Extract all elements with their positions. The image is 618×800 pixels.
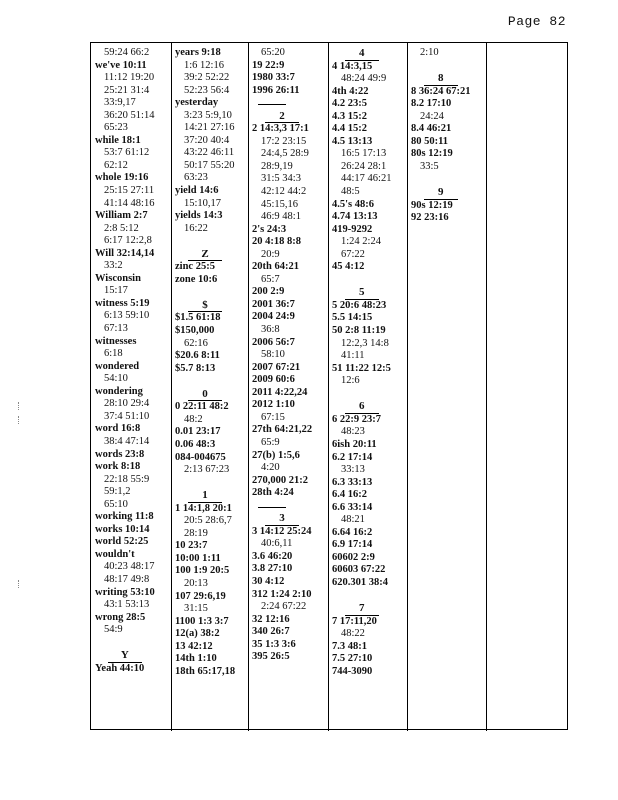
index-entry: words 23:8 <box>95 448 145 460</box>
index-entry: 14th 1:10 <box>175 653 217 665</box>
index-entry-continuation: 37:20 40:4 <box>184 134 230 146</box>
column-divider <box>407 43 408 731</box>
index-entry: 35 1:3 3:6 <box>252 638 296 650</box>
index-entry: 6.9 17:14 <box>332 539 373 551</box>
section-letter: 4 <box>345 47 379 61</box>
index-entry: 10:00 1:11 <box>175 552 221 564</box>
index-entry-continuation: 44:17 46:21 <box>341 173 392 185</box>
margin-mark <box>18 402 20 410</box>
index-entry-continuation: 1:24 2:24 <box>341 236 381 248</box>
index-entry: 2007 67:21 <box>252 361 301 373</box>
spacer <box>411 173 471 186</box>
index-entry: 6.64 16:2 <box>332 526 373 538</box>
index-entry: work 8:18 <box>95 461 141 473</box>
index-entry-continuation: 24:4,5 28:9 <box>261 148 309 160</box>
index-entry: 4.5 13:13 <box>332 135 373 147</box>
index-entry: 8 36:24 67:21 <box>411 85 471 97</box>
index-entry: 92 23:16 <box>411 212 449 224</box>
index-entry: 395 26:5 <box>252 651 290 663</box>
section-rule <box>252 97 312 110</box>
index-entry-continuation: 43:1 53:13 <box>104 599 150 611</box>
spacer <box>332 590 391 603</box>
index-entry: writing 53:10 <box>95 586 155 598</box>
index-entry: 27th 64:21,22 <box>252 424 313 436</box>
index-entry: William 2:7 <box>95 210 148 222</box>
index-entry: 6.3 33:13 <box>332 476 373 488</box>
section-letter-header <box>175 299 235 313</box>
index-entry: 8.4 46:21 <box>411 123 452 135</box>
index-entry: 7.3 48:1 <box>332 640 367 652</box>
margin-mark <box>18 580 20 588</box>
index-entry: 7.5 27:10 <box>332 653 373 665</box>
spacer <box>175 286 235 299</box>
index-entry: $5.7 8:13 <box>175 362 216 374</box>
index-entry-continuation: 48:5 <box>341 186 360 198</box>
index-entry-continuation: 20:9 <box>261 248 280 260</box>
index-entry: 4 14:3,15 <box>332 60 373 72</box>
index-entry-continuation: 2:10 <box>420 47 439 58</box>
index-entry: 620.301 38:4 <box>332 576 388 588</box>
index-entry-continuation: 25:15 27:11 <box>104 185 155 197</box>
index-entry-continuation: 67:22 <box>341 248 365 260</box>
section-letter-header <box>252 110 312 124</box>
index-column-2 <box>175 47 235 678</box>
section-letter-header <box>411 186 471 200</box>
section-letter: 6 <box>345 400 379 414</box>
index-entry: 0.06 48:3 <box>175 438 216 450</box>
index-entry: 1980 33:7 <box>252 72 295 84</box>
index-entry-continuation: 45:15,16 <box>261 198 299 210</box>
index-entry: 4th 4:22 <box>332 85 369 97</box>
index-entry-continuation: 53:7 61:12 <box>104 147 150 159</box>
index-entry: 200 2:9 <box>252 286 285 298</box>
section-letter: Y <box>108 649 142 663</box>
index-entry-continuation: 2:13 67:23 <box>184 464 230 476</box>
index-entry: 107 29:6,19 <box>175 590 226 602</box>
index-entry: 90s 12:19 <box>411 199 453 211</box>
column-divider <box>171 43 172 731</box>
section-letter-header <box>95 649 155 663</box>
index-entry-continuation: 54:10 <box>104 373 128 385</box>
index-entry-continuation: 48:17 49:8 <box>104 573 150 585</box>
index-entry-continuation: 52:23 56:4 <box>184 84 230 96</box>
index-entry-continuation: 65:10 <box>104 498 128 510</box>
index-entry: 4.5's 48:6 <box>332 198 374 210</box>
index-entry-continuation: 40:6,11 <box>261 538 293 550</box>
section-letter: $ <box>188 299 222 313</box>
index-entry: 51 11:22 12:5 <box>332 362 391 374</box>
index-entry: $1.5 61:18 <box>175 312 221 324</box>
section-letter-header <box>252 512 312 526</box>
section-letter-header <box>175 248 235 262</box>
index-entry: 80s 12:19 <box>411 148 453 160</box>
index-entry: 100 1:9 20:5 <box>175 565 230 577</box>
index-entry: 3 14:12 25:24 <box>252 525 312 537</box>
index-entry-continuation: 41:14 48:16 <box>104 197 155 209</box>
section-letter-header <box>332 286 391 300</box>
index-entry: 3.6 46:20 <box>252 550 293 562</box>
index-entry-continuation: 2:24 67:22 <box>261 601 307 613</box>
index-entry: wouldn't <box>95 548 135 560</box>
index-entry-continuation: 37:4 51:10 <box>104 410 150 422</box>
index-entry: wrong 28:5 <box>95 611 146 623</box>
index-entry: zone 10:6 <box>175 273 218 285</box>
index-entry: 10 23:7 <box>175 540 208 552</box>
index-entry-continuation: 41:11 <box>341 350 365 362</box>
index-entry-continuation: 50:17 55:20 <box>184 159 235 171</box>
index-entry: 2012 1:10 <box>252 399 295 411</box>
index-entry: 19 22:9 <box>252 59 285 71</box>
index-entry: 2001 36:7 <box>252 298 295 310</box>
index-entry: yield 14:6 <box>175 185 219 197</box>
index-entry-continuation: 6:18 <box>104 348 123 360</box>
page-number: Page 82 <box>507 14 566 29</box>
index-entry: 4.74 13:13 <box>332 211 378 223</box>
index-entry: 3.8 27:10 <box>252 563 293 575</box>
index-entry-continuation: 28:10 29:4 <box>104 398 150 410</box>
index-entry-continuation: 63:23 <box>184 172 208 184</box>
index-entry: Will 32:14,14 <box>95 247 155 259</box>
index-entry: while 18:1 <box>95 134 141 146</box>
index-column-4 <box>332 47 391 678</box>
index-entry: 4.3 15:2 <box>332 110 367 122</box>
index-entry-continuation: 67:13 <box>104 323 128 335</box>
index-entry: 2009 60:6 <box>252 374 295 386</box>
section-letter-header <box>411 72 471 86</box>
index-entry: 6.4 16:2 <box>332 489 367 501</box>
index-entry-continuation: 12:2,3 14:8 <box>341 337 389 349</box>
index-entry-continuation: 48:21 <box>341 514 365 526</box>
index-entry: wondering <box>95 385 143 397</box>
section-letter-header <box>332 602 391 616</box>
index-entry-continuation: 28:19 <box>184 527 208 539</box>
index-entry: 5.5 14:15 <box>332 312 373 324</box>
index-entry-continuation: 59:24 66:2 <box>104 47 150 58</box>
index-entry-continuation: 15:10,17 <box>184 197 222 209</box>
index-entry: 80 50:11 <box>411 135 449 147</box>
index-entry: 6ish 20:11 <box>332 438 377 450</box>
index-entry-continuation: 36:8 <box>261 324 280 336</box>
section-letter: 2 <box>265 110 299 124</box>
index-entry-continuation: 6:13 59:10 <box>104 310 150 322</box>
index-entry-continuation: 65:7 <box>261 273 280 285</box>
section-letter: 3 <box>265 512 299 526</box>
section-letter: 8 <box>424 72 458 86</box>
index-entry: yesterday <box>175 97 219 109</box>
index-entry-continuation: 14:21 27:16 <box>184 122 235 134</box>
spacer <box>411 60 471 73</box>
index-entry: 60602 2:9 <box>332 551 375 563</box>
index-entry: witnesses <box>95 335 137 347</box>
index-entry: 32 12:16 <box>252 613 290 625</box>
index-entry: 1996 26:11 <box>252 84 300 96</box>
index-entry-continuation: 54:9 <box>104 624 123 636</box>
index-column-1 <box>95 47 155 675</box>
index-entry-continuation: 39:2 52:22 <box>184 72 230 84</box>
index-entry: we've 10:11 <box>95 59 147 71</box>
index-entry-continuation: 48:24 49:9 <box>341 73 387 85</box>
index-entry-continuation: 42:12 44:2 <box>261 186 307 198</box>
index-entry-continuation: 1:6 12:16 <box>184 59 224 71</box>
index-entry: 4.4 15:2 <box>332 123 367 135</box>
index-entry: 270,000 21:2 <box>252 474 308 486</box>
index-entry: 28th 4:24 <box>252 487 294 499</box>
index-entry: 1100 1:3 3:7 <box>175 615 229 627</box>
index-entry-continuation: 33:13 <box>341 464 365 476</box>
index-entry: $150,000 <box>175 325 215 337</box>
column-divider <box>248 43 249 731</box>
index-entry-continuation: 33:9,17 <box>104 97 136 109</box>
index-entry: 30 4:12 <box>252 575 285 587</box>
index-entry: 2004 24:9 <box>252 311 295 323</box>
index-entry: 0 22:11 48:2 <box>175 401 229 413</box>
index-entry: 1 14:1,8 20:1 <box>175 502 232 514</box>
index-entry: years 9:18 <box>175 47 221 58</box>
section-letter: 7 <box>345 602 379 616</box>
index-entry-continuation: 65:9 <box>261 436 280 448</box>
index-entry-continuation: 67:15 <box>261 411 285 423</box>
index-entry: 2006 56:7 <box>252 336 295 348</box>
index-entry: zinc 25:5 <box>175 261 215 273</box>
section-letter: 1 <box>188 489 222 503</box>
index-entry: 312 1:24 2:10 <box>252 588 312 600</box>
section-letter: 0 <box>188 388 222 402</box>
index-column-3 <box>252 47 312 664</box>
index-entry-continuation: 58:10 <box>261 349 285 361</box>
index-entry: 4.2 23:5 <box>332 98 367 110</box>
spacer <box>95 637 155 650</box>
index-entry: working 11:8 <box>95 511 154 523</box>
spacer <box>175 235 235 248</box>
index-entry: 20 4:18 8:8 <box>252 236 301 248</box>
index-entry: Yeah 44:10 <box>95 662 145 674</box>
index-entry-continuation: 20:5 28:6,7 <box>184 515 232 527</box>
index-entry: 5 20:6 48:23 <box>332 299 387 311</box>
index-entry: 744-3090 <box>332 665 373 677</box>
index-entry: 45 4:12 <box>332 261 365 273</box>
index-entry-continuation: 28:9,19 <box>261 160 293 172</box>
index-entry-continuation: 48:22 <box>341 628 365 640</box>
index-entry: 50 2:8 11:19 <box>332 325 386 337</box>
index-entry: 340 26:7 <box>252 626 290 638</box>
index-entry-continuation: 15:17 <box>104 285 128 297</box>
index-entry: 2's 24:3 <box>252 223 287 235</box>
section-letter: 5 <box>345 286 379 300</box>
index-entry: whole 19:16 <box>95 172 149 184</box>
margin-mark <box>18 416 20 424</box>
index-entry: Wisconsin <box>95 272 141 284</box>
index-entry-continuation: 20:13 <box>184 577 208 589</box>
index-entry-continuation: 40:23 48:17 <box>104 561 155 573</box>
rule-line <box>258 104 286 105</box>
index-entry: world 52:25 <box>95 536 149 548</box>
column-divider <box>328 43 329 731</box>
index-entry: 13 42:12 <box>175 640 213 652</box>
index-entry-continuation: 38:4 47:14 <box>104 435 150 447</box>
index-entry: 2011 4:22,24 <box>252 386 308 398</box>
index-entry-continuation: 62:16 <box>184 337 208 349</box>
index-entry-continuation: 17:2 23:15 <box>261 135 307 147</box>
index-entry: 2 14:3,3 17:1 <box>252 123 309 135</box>
index-entry: 18th 65:17,18 <box>175 665 236 677</box>
index-entry-continuation: 22:18 55:9 <box>104 473 150 485</box>
index-entry: wondered <box>95 360 140 372</box>
index-entry-continuation: 25:21 31:4 <box>104 84 150 96</box>
column-divider <box>486 43 487 731</box>
index-entry-continuation: 46:9 48:1 <box>261 211 301 223</box>
index-entry: $20.6 8:11 <box>175 350 220 362</box>
index-entry-continuation: 2:8 5:12 <box>104 222 139 234</box>
section-letter-header <box>332 47 391 61</box>
index-entry-continuation: 33:5 <box>420 160 439 172</box>
index-entry-continuation: 16:22 <box>184 222 208 234</box>
index-entry-continuation: 6:17 12:2,8 <box>104 235 152 247</box>
index-entry-continuation: 33:2 <box>104 260 123 272</box>
index-entry-continuation: 65:20 <box>261 47 285 58</box>
section-letter-header <box>332 400 391 414</box>
index-column-5 <box>411 47 471 225</box>
index-entry-continuation: 48:23 <box>341 426 365 438</box>
index-entry: 27(b) 1:5,6 <box>252 449 300 461</box>
section-rule <box>252 500 312 513</box>
word-index-table <box>90 42 568 730</box>
index-entry: 20th 64:21 <box>252 261 299 273</box>
index-entry: word 16:8 <box>95 423 141 435</box>
index-entry: 7 17:11,20 <box>332 615 377 627</box>
index-entry-continuation: 24:24 <box>420 110 444 122</box>
index-entry-continuation: 31:5 34:3 <box>261 173 301 185</box>
index-entry-continuation: 4:20 <box>261 462 280 474</box>
spacer <box>332 388 391 401</box>
index-entry: 084-004675 <box>175 451 226 463</box>
index-entry-continuation: 16:5 17:13 <box>341 148 387 160</box>
index-entry-continuation: 31:15 <box>184 603 208 615</box>
index-entry-continuation: 3:23 5:9,10 <box>184 109 232 121</box>
index-entry-continuation: 26:24 28:1 <box>341 160 387 172</box>
index-entry: yields 14:3 <box>175 210 223 222</box>
index-entry-continuation: 48:2 <box>184 413 203 425</box>
index-entry-continuation: 62:12 <box>104 159 128 171</box>
index-entry: 6 22:9 23:7 <box>332 413 381 425</box>
index-entry-continuation: 43:22 46:11 <box>184 147 235 159</box>
index-entry-continuation: 11:12 19:20 <box>104 72 155 84</box>
index-entry-continuation: 12:6 <box>341 375 360 387</box>
index-entry: 6.6 33:14 <box>332 501 373 513</box>
index-entry: works 10:14 <box>95 523 150 535</box>
index-entry-continuation: 59:1,2 <box>104 486 131 498</box>
index-entry: 6.2 17:14 <box>332 451 373 463</box>
spacer <box>332 274 391 287</box>
section-letter: Z <box>188 248 222 262</box>
rule-line <box>258 507 286 508</box>
spacer <box>175 375 235 388</box>
section-letter: 9 <box>424 186 458 200</box>
index-entry: 60603 67:22 <box>332 564 386 576</box>
index-entry: 0.01 23:17 <box>175 426 221 438</box>
section-letter-header <box>175 388 235 402</box>
index-entry: 419-9292 <box>332 223 373 235</box>
index-entry: 12(a) 38:2 <box>175 628 220 640</box>
index-entry-continuation: 65:23 <box>104 122 128 134</box>
section-letter-header <box>175 489 235 503</box>
index-entry: 8.2 17:10 <box>411 98 452 110</box>
index-entry-continuation: 36:20 51:14 <box>104 109 155 121</box>
spacer <box>175 477 235 490</box>
index-entry: witness 5:19 <box>95 297 150 309</box>
